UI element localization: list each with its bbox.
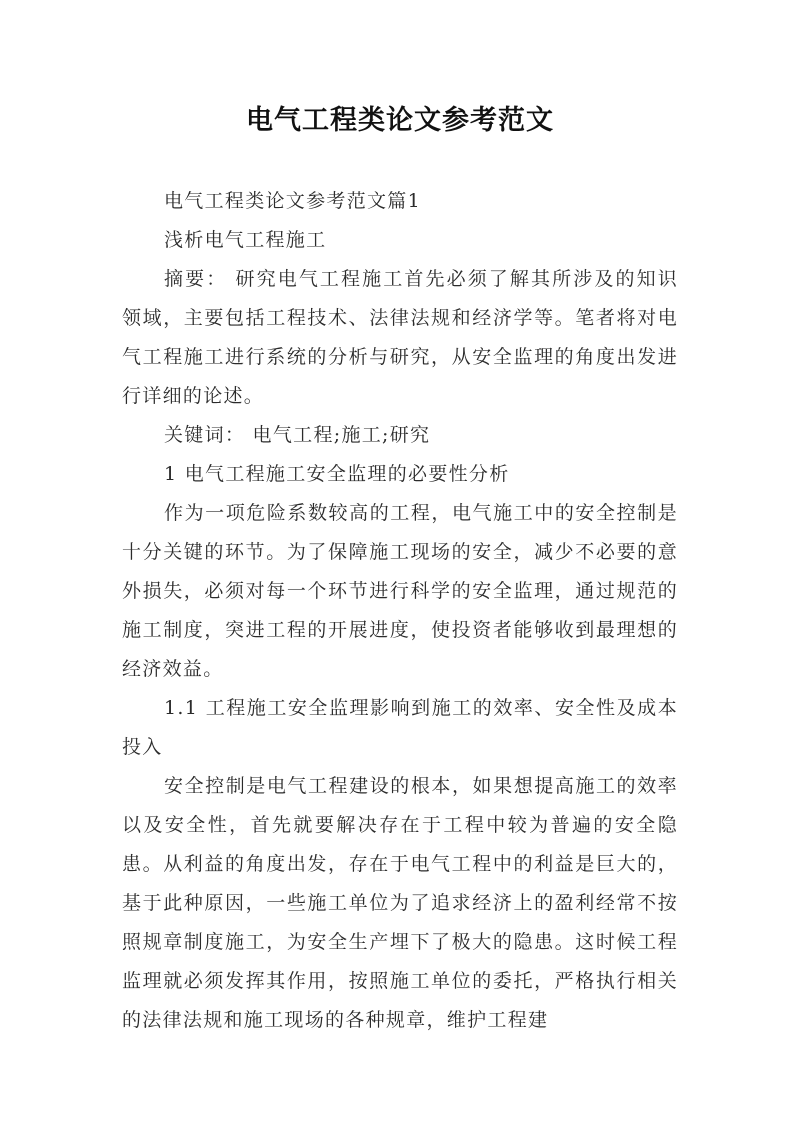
section-heading-1-1: 1.1 工程施工安全监理影响到施工的效率、安全性及成本投入 [122,697,678,758]
abstract-paragraph: 摘要： 研究电气工程施工首先必须了解其所涉及的知识领域，主要包括工程技术、法律法规和经济学等。笔者将对电气工程施工进行系统的分析与研究，从安全监理的角度出发进行详细的论述。 [122,268,678,407]
article-subtitle: 浅析电气工程施工 [164,229,327,251]
keywords-paragraph: 关键词： 电气工程;施工;研究 [164,424,431,446]
document-body [122,182,678,1040]
document-title: 电气工程类论文参考范文 [246,105,554,136]
body-paragraph: 安全控制是电气工程建设的根本，如果想提高施工的效率以及安全性，首先就要解决存在于工程中较为普遍的安全隐患。从利益的角度出发，存在于电气工程中的利益是巨大的，基于此种原因，一些施工单位为了追求经济上的盈利经常不按照规章制度施工，为安全生产埋下了极大的隐患。这时候工程监理就必须发挥其作用，按照施工单位的委托，严格执行相关的法律法规和施工现场的各种规章，维护工程建 [122,775,678,1031]
section-heading-1: 1 电气工程施工安全监理的必要性分析 [164,463,510,485]
article-heading: 电气工程类论文参考范文篇1 [164,190,421,212]
body-paragraph: 作为一项危险系数较高的工程，电气施工中的安全控制是十分关键的环节。为了保障施工现场的安全，减少不必要的意外损失，必须对每一个环节进行科学的安全监理，通过规范的施工制度，突进工程的开展进度，使投资者能够收到最理想的经济效益。 [122,502,678,680]
